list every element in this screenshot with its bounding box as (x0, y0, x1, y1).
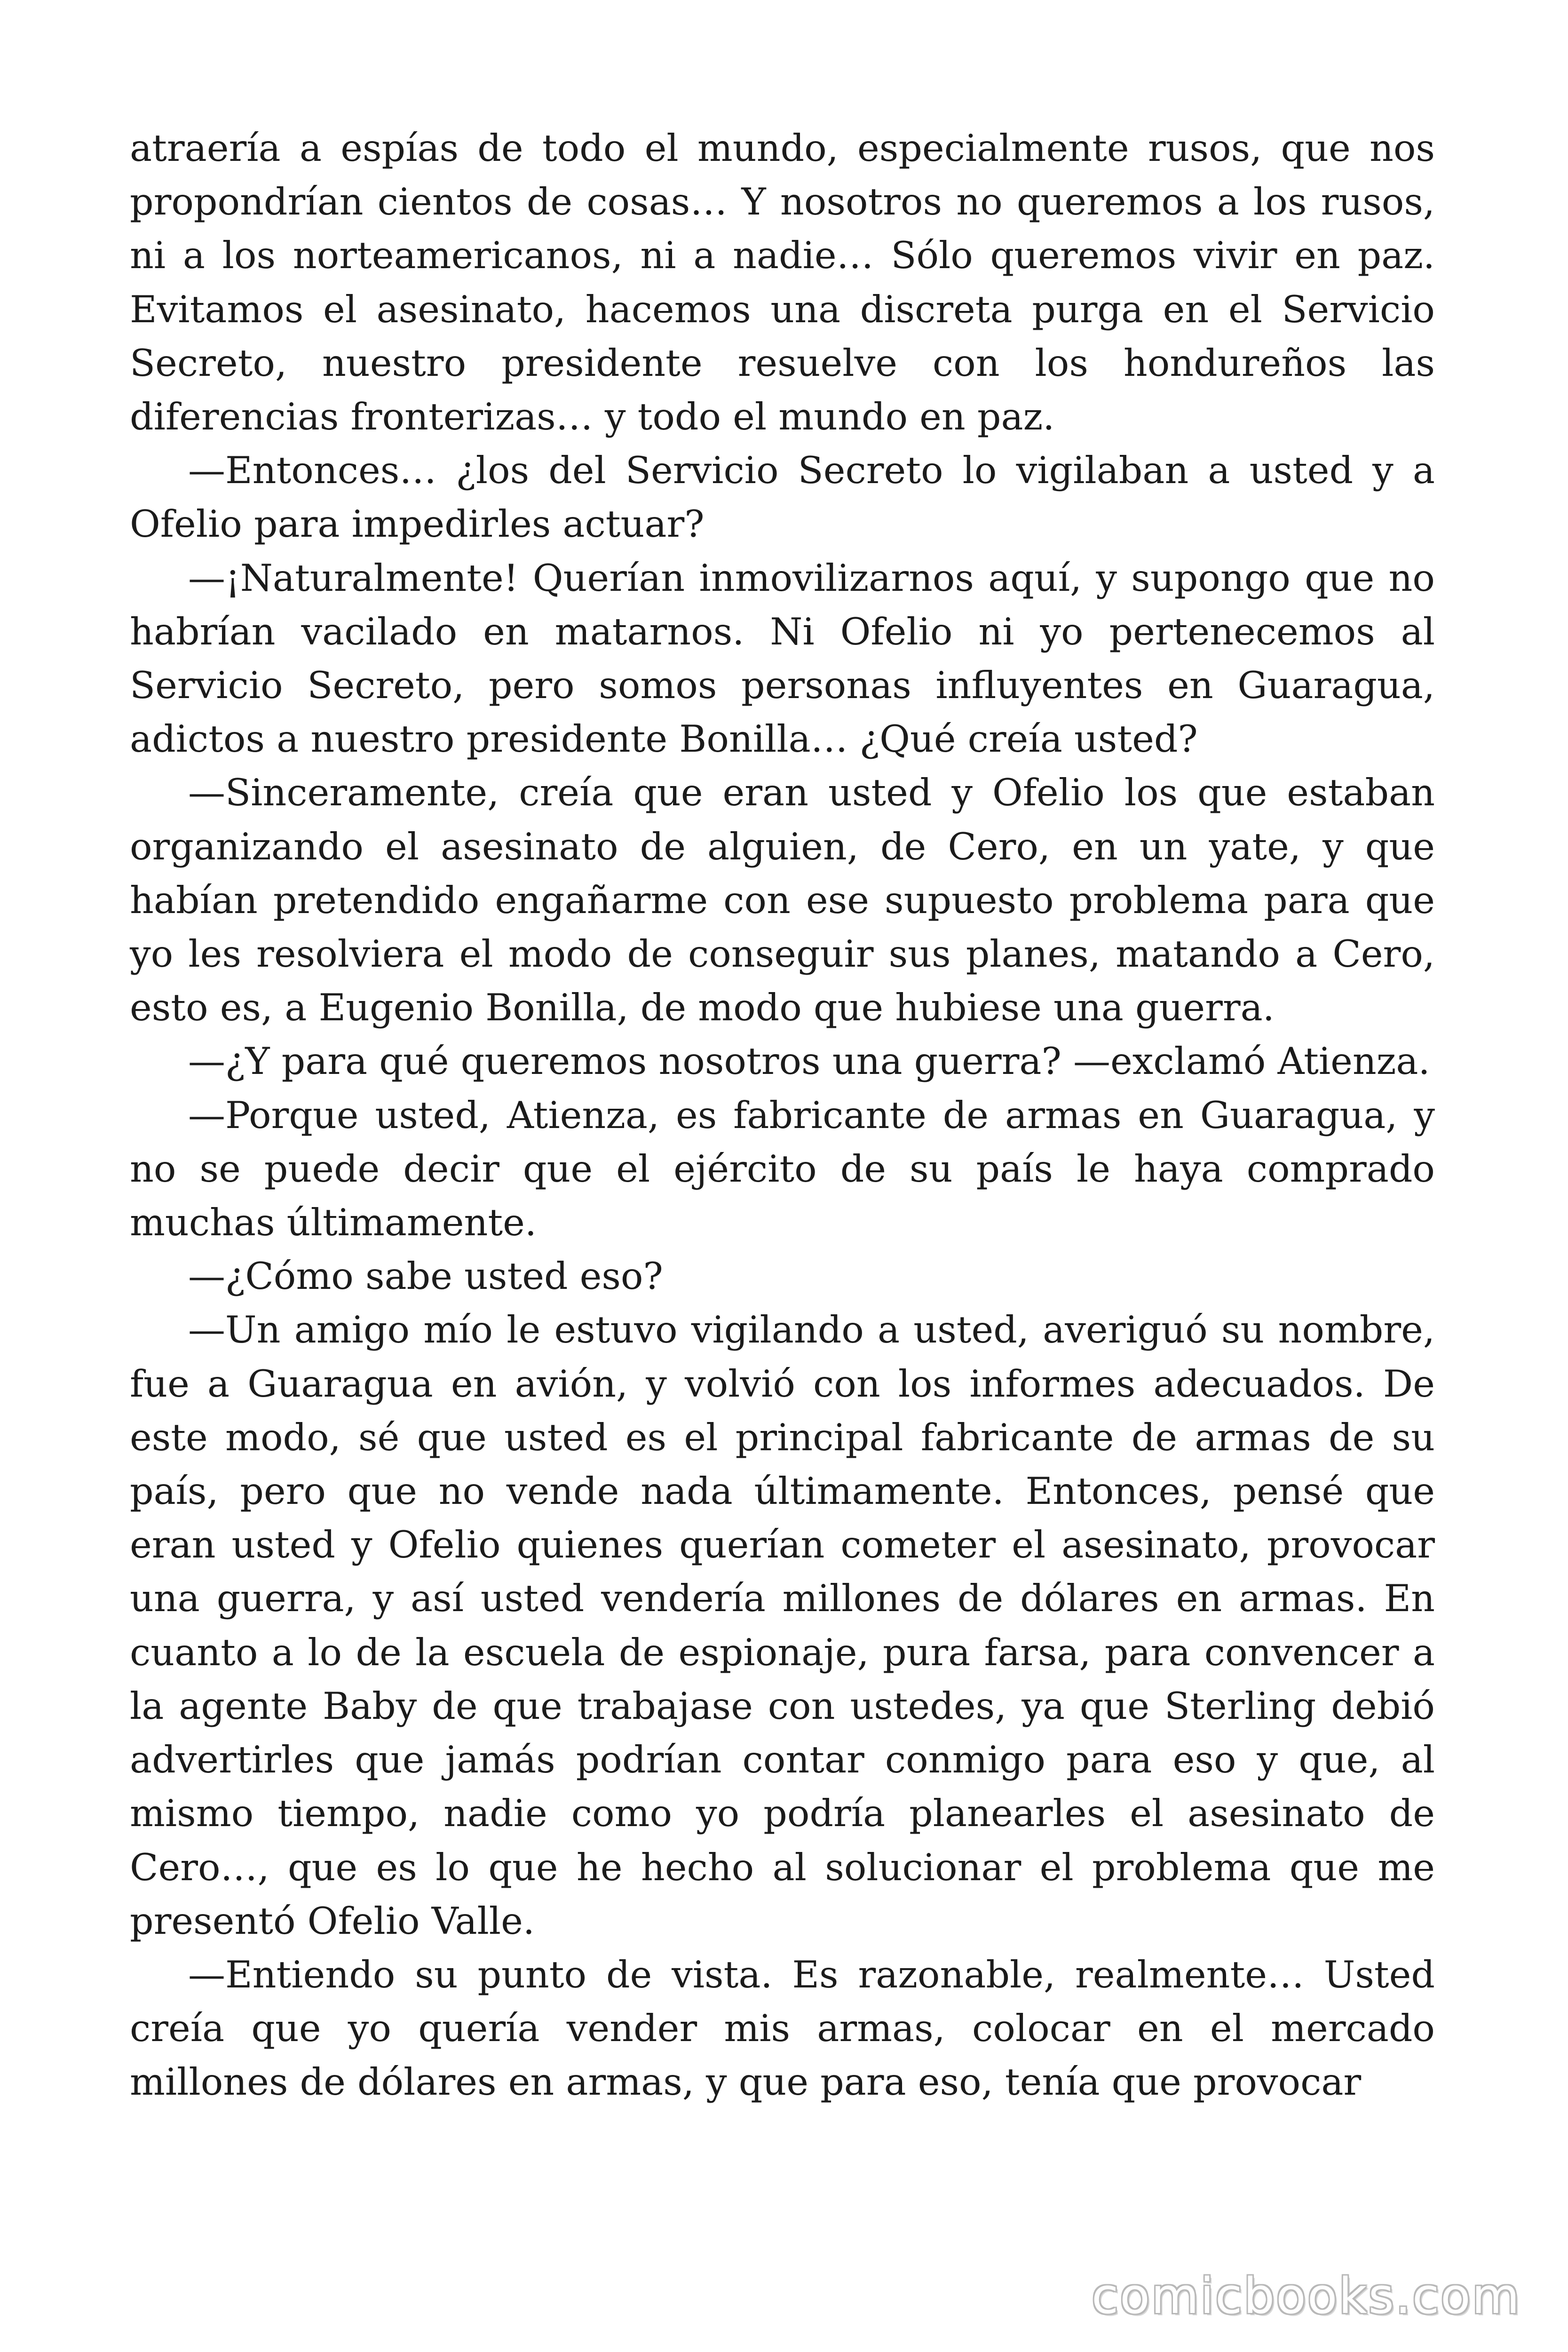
paragraph: —Sinceramente, creía que eran usted y Ofelio los que estaban organizando el asesinato de alguien, de Cero, en un yate, y que habían pretendido engañarme con ese supuesto problema para que yo les resolviera el modo de conseguir sus planes, matando a Cero, esto es, a Eugenio Bonilla, de modo que hubiese una guerra. (130, 771, 1435, 1030)
paragraph: —Un amigo mío le estuvo vigilando a usted, averiguó su nombre, fue a Guaragua en avión, y volvió con los informes adecuados. De este modo, sé que usted es el principal fabricante de armas de su país, pero que no vende nada últimamente. Entonces, pensé que eran usted y Ofelio quienes querían cometer el asesinato, provocar una guerra, y así usted vendería millones de dólares en armas. En cuanto a lo de la escuela de espionaje, pura farsa, para convencer a la agente Baby de que trabajase con ustedes, ya que Sterling debió advertirles que jamás podrían contar conmigo para eso y que, al mismo tiempo, nadie como yo podría planearles el asesinato de Cero…, que es lo que he hecho al solucionar el problema que me presentó Ofelio Valle. (130, 1308, 1435, 1943)
paragraph: —¿Y para qué queremos nosotros una guerra? —exclamó Atienza. (188, 1040, 1430, 1083)
body-text (130, 121, 1435, 2109)
paragraph-continuation: atraería a espías de todo el mundo, especialmente rusos, que nos propondrían cientos de cosas… Y nosotros no queremos a los rusos, ni a los norteamericanos, ni a nadie… Sólo queremos vivir en paz. Evitamos el asesinato, hacemos una discreta purga en el Servicio Secreto, nuestro presidente resuelve con los hondureños las diferencias fronterizas… y todo el mundo en paz. (130, 127, 1435, 439)
paragraph: —¿Cómo sabe usted eso? (188, 1255, 663, 1298)
paragraph: —Porque usted, Atienza, es fabricante de armas en Guaragua, y no se puede decir que el ejército de su país le haya comprado muchas últimamente. (130, 1093, 1435, 1245)
paragraph: —Entiendo su punto de vista. Es razonable, realmente… Usted creía que yo quería vender mis armas, colocar en el mercado millones de dólares en armas, y que para eso, tenía que provocar (130, 1953, 1435, 2104)
watermark: comicbooks.com (1091, 2267, 1521, 2325)
paragraph: —¡Naturalmente! Querían inmovilizarnos aquí, y supongo que no habrían vacilado en matarnos. Ni Ofelio ni yo pertenecemos al Servicio Secreto, pero somos personas influyentes en Guaragua, adictos a nuestro presidente Bonilla… ¿Qué creía usted? (130, 556, 1435, 761)
paragraph: —Entonces… ¿los del Servicio Secreto lo vigilaban a usted y a Ofelio para impedirles actuar? (130, 449, 1435, 546)
